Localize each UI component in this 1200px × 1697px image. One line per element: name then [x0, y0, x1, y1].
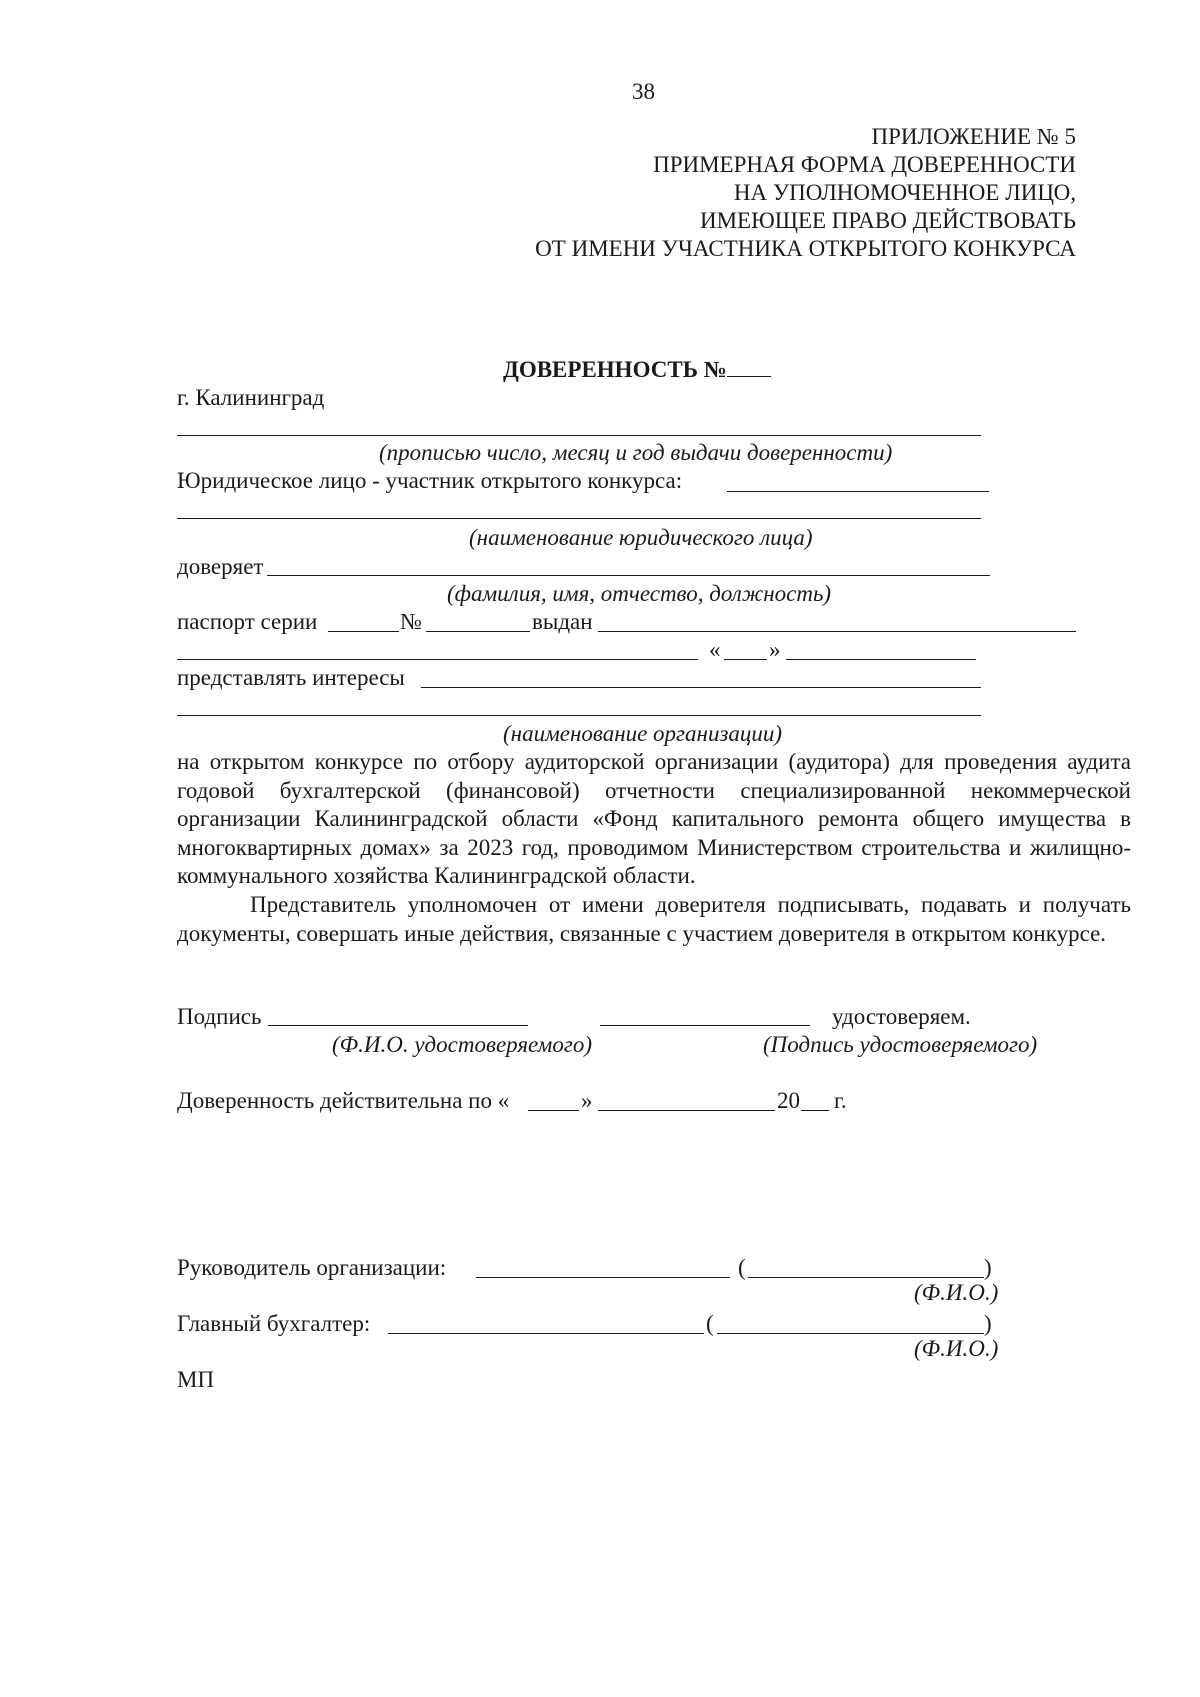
body-text	[177, 748, 1131, 948]
city: г. Калининград	[177, 385, 325, 410]
head-fio-blank[interactable]	[748, 1277, 984, 1278]
accountant-paren-open: (	[706, 1311, 714, 1336]
issue-day-close-quote: »	[769, 637, 781, 662]
document-title-text: ДОВЕРЕННОСТЬ №	[503, 357, 727, 382]
represent-blank-line[interactable]	[421, 687, 981, 688]
head-fio-hint: (Ф.И.О.)	[914, 1280, 999, 1305]
document-number-blank[interactable]	[727, 356, 771, 377]
body-paragraph-1: на открытом конкурсе по отбору аудиторской организации (аудитора) для проведения аудита годовой бухгалтерской (финансовой) отчетности специализированной некоммерческой организации Калининградской области «Фонд капитального ремонта общего имущества в многоквартирных домах» за 2023 год, проводимом Министерством строительства и жилищно-коммунального хозяйства Калининградской области.	[177, 749, 1131, 889]
issue-month-blank[interactable]	[786, 659, 976, 660]
head-paren-close: )	[984, 1255, 992, 1280]
accountant-fio-hint: (Ф.И.О.)	[914, 1336, 999, 1361]
stamp-place: МП	[177, 1367, 215, 1392]
header-line-4: ИМЕЮЩЕЕ ПРАВО ДЕЙСТВОВАТЬ	[700, 208, 1076, 233]
issue-day-blank[interactable]	[724, 659, 767, 660]
organization-blank-line[interactable]	[177, 715, 981, 716]
head-label: Руководитель организации:	[177, 1255, 447, 1280]
validity-label: Доверенность действительна по «	[177, 1088, 510, 1113]
passport-series-blank[interactable]	[328, 631, 399, 632]
accountant-signature-blank[interactable]	[388, 1333, 704, 1334]
trusts-label: доверяет	[177, 554, 264, 579]
validity-month-blank[interactable]	[598, 1110, 775, 1111]
accountant-fio-blank[interactable]	[717, 1333, 984, 1334]
head-paren-open: (	[738, 1255, 746, 1280]
certified-signature-hint: (Подпись удостоверяемого)	[763, 1032, 1038, 1057]
issued-blank-line[interactable]	[598, 631, 1076, 632]
legal-entity-blank-line-2[interactable]	[177, 518, 981, 519]
person-hint: (фамилия, имя, отчество, должность)	[447, 581, 832, 606]
date-hint: (прописью число, месяц и год выдачи доверенности)	[379, 440, 893, 465]
header-line-3: НА УПОЛНОМОЧЕННОЕ ЛИЦО,	[733, 180, 1076, 205]
legal-entity-hint: (наименование юридического лица)	[469, 525, 813, 550]
accountant-paren-close: )	[984, 1311, 992, 1336]
certify-text: удостоверяем.	[832, 1004, 971, 1029]
passport-series-label: паспорт серии	[177, 609, 318, 634]
document-title	[503, 356, 771, 384]
validity-year-prefix: 20	[777, 1088, 800, 1113]
issue-day-open-quote: «	[709, 637, 721, 662]
certified-signature-blank[interactable]	[600, 1025, 810, 1026]
header-line-2: ПРИМЕРНАЯ ФОРМА ДОВЕРЕННОСТИ	[653, 152, 1076, 177]
certified-name-blank[interactable]	[268, 1025, 528, 1026]
accountant-label: Главный бухгалтер:	[177, 1311, 371, 1336]
body-paragraph-2: Представитель уполномочен от имени доверителя подписывать, подавать и получать документы, совершать иные действия, связанные с участием доверителя в открытом конкурсе.	[177, 891, 1131, 946]
date-blank-line[interactable]	[177, 435, 981, 436]
certified-name-hint: (Ф.И.О. удостоверяемого)	[332, 1032, 592, 1057]
validity-day-blank[interactable]	[528, 1110, 579, 1111]
represent-label: представлять интересы	[177, 665, 405, 690]
legal-entity-label: Юридическое лицо - участник открытого конкурса:	[177, 468, 683, 493]
passport-number-blank[interactable]	[426, 631, 530, 632]
passport-number-label: №	[400, 609, 422, 634]
validity-year-suffix: г.	[834, 1088, 847, 1113]
issued-blank-line-2[interactable]	[177, 659, 698, 660]
organization-hint: (наименование организации)	[503, 721, 783, 746]
header-line-1: ПРИЛОЖЕНИЕ № 5	[871, 124, 1076, 149]
issued-label: выдан	[532, 609, 593, 634]
validity-close-quote: »	[581, 1088, 593, 1113]
validity-year-blank[interactable]	[801, 1110, 829, 1111]
head-signature-blank[interactable]	[476, 1277, 730, 1278]
header-line-5: ОТ ИМЕНИ УЧАСТНИКА ОТКРЫТОГО КОНКУРСА	[535, 236, 1076, 261]
signature-label: Подпись	[177, 1004, 262, 1029]
page-number: 38	[632, 79, 655, 104]
trusts-blank-line[interactable]	[267, 575, 990, 576]
legal-entity-blank-line[interactable]	[727, 491, 989, 492]
